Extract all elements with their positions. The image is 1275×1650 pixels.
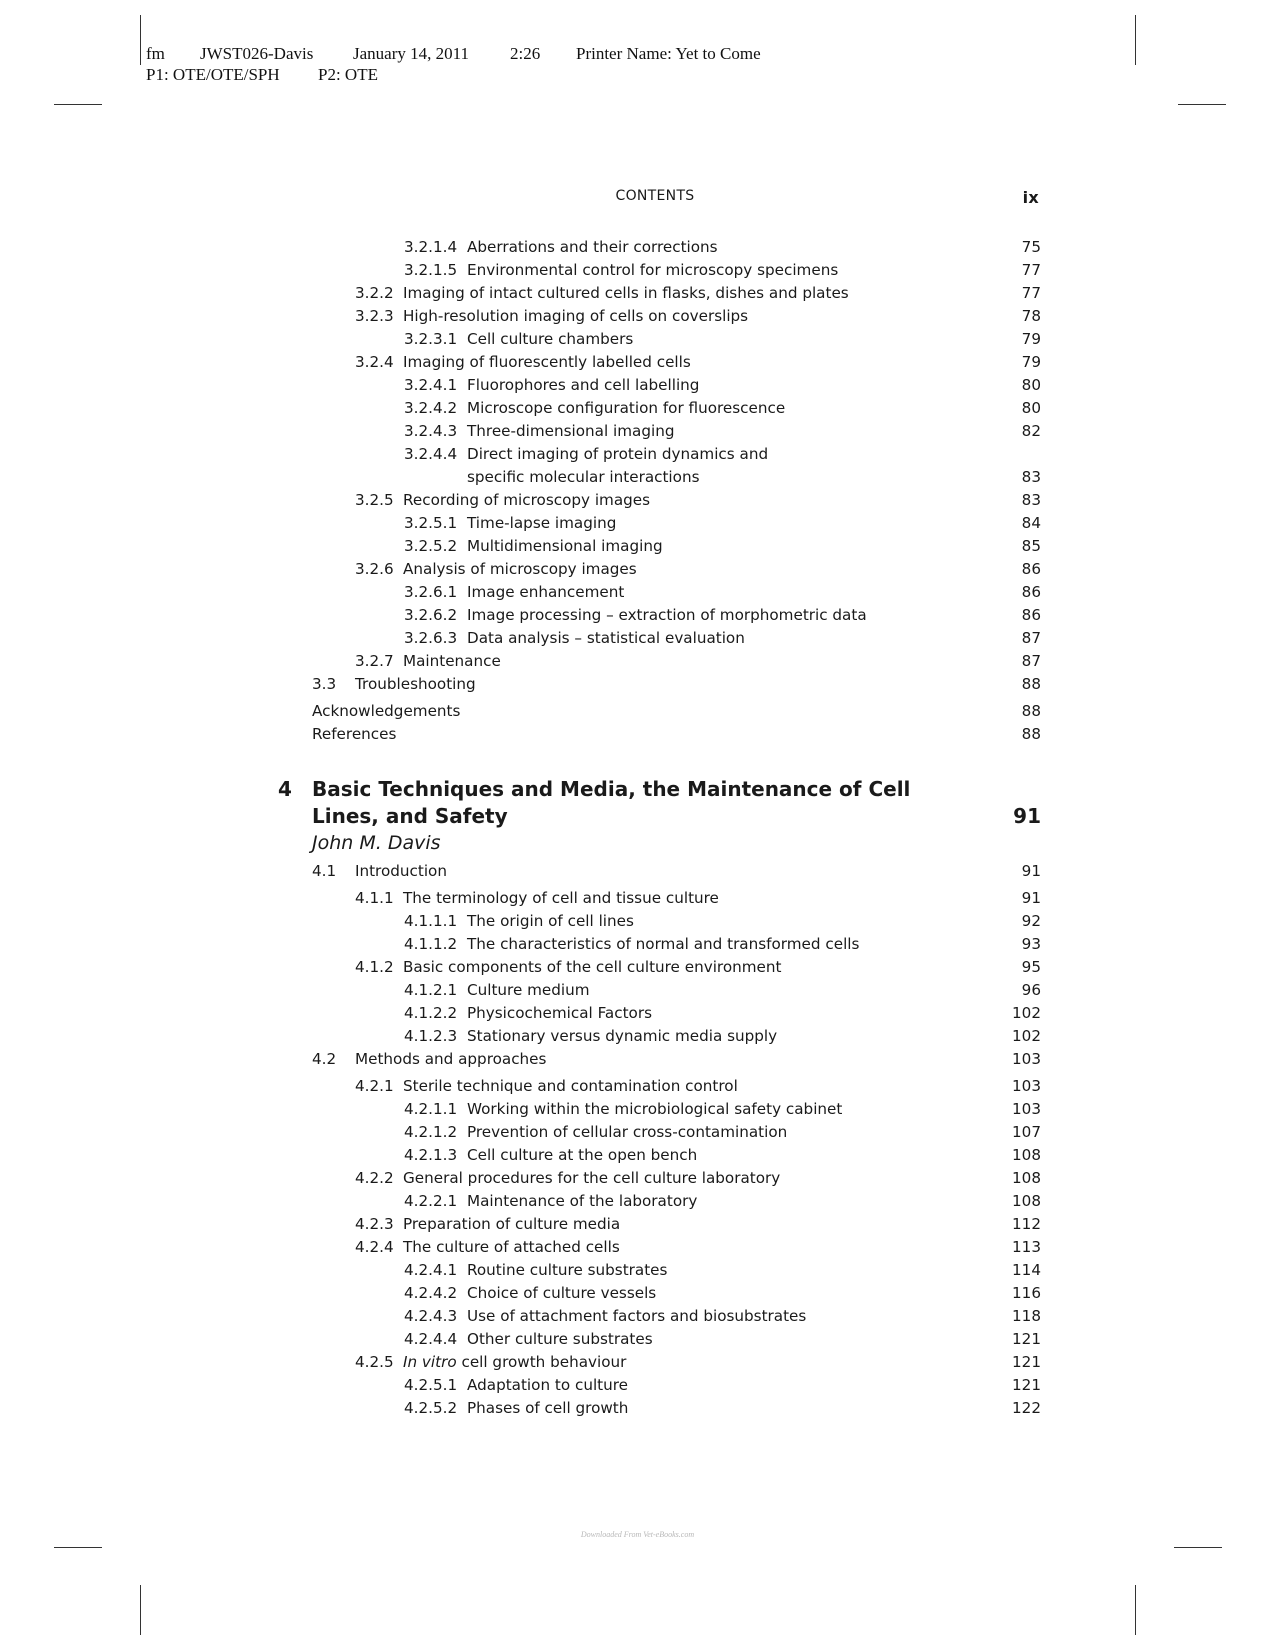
- toc-entry-page: 113: [1012, 1238, 1041, 1256]
- toc-entry-title: Prevention of cellular cross-contamination: [467, 1123, 788, 1141]
- toc-entry: [0, 236, 1275, 259]
- toc-entry-page: 108: [1012, 1169, 1041, 1187]
- toc-entry-title: Phases of cell growth: [467, 1399, 629, 1417]
- crop-mark: [1135, 15, 1136, 65]
- toc-entry-number: 4.1.1.2: [404, 935, 458, 953]
- toc-entry: [0, 1190, 1275, 1213]
- toc-entry-title: Aberrations and their corrections: [467, 238, 718, 256]
- toc-entry-title: The terminology of cell and tissue culture: [403, 889, 719, 907]
- toc-entry-page: 108: [1012, 1192, 1041, 1210]
- toc-entry-number: 4.2.3: [355, 1215, 394, 1233]
- toc-entry-title: Use of attachment factors and biosubstrates: [467, 1307, 807, 1325]
- table-of-contents: [0, 236, 1275, 1420]
- toc-entry-number: 3.2.4.3: [404, 422, 458, 440]
- toc-entry: [0, 558, 1275, 581]
- toc-entry-page: 83: [1021, 468, 1041, 486]
- toc-entry: [0, 1213, 1275, 1236]
- toc-entry-number: 4.2.4.2: [404, 1284, 458, 1302]
- toc-entry-page: 102: [1012, 1027, 1041, 1045]
- toc-entry-title: Culture medium: [467, 981, 590, 999]
- printer-fm: fm: [146, 44, 165, 63]
- toc-section-chapter-3: [0, 236, 1275, 746]
- toc-entry: [0, 860, 1275, 883]
- toc-entry-page: 77: [1021, 261, 1041, 279]
- toc-entry-title: Environmental control for microscopy specimens: [467, 261, 839, 279]
- toc-entry-number: 4.2.5: [355, 1353, 394, 1371]
- toc-entry: [0, 1075, 1275, 1098]
- toc-entry-number: 3.2.1.5: [404, 261, 458, 279]
- toc-entry: [0, 979, 1275, 1002]
- printer-p1: P1: OTE/OTE/SPH: [146, 65, 280, 84]
- toc-entry-page: 118: [1012, 1307, 1041, 1325]
- toc-entry: [0, 604, 1275, 627]
- toc-entry-number: 4.2.1.1: [404, 1100, 458, 1118]
- toc-entry-page: 102: [1012, 1004, 1041, 1022]
- toc-entry-number: 4.2: [312, 1050, 337, 1068]
- toc-entry: [0, 1121, 1275, 1144]
- toc-entry-title: Imaging of intact cultured cells in flasks, dishes and plates: [403, 284, 849, 302]
- toc-entry-page: 103: [1012, 1050, 1041, 1068]
- toc-entry: [0, 259, 1275, 282]
- crop-mark: [140, 1585, 141, 1635]
- toc-entry: [0, 1397, 1275, 1420]
- toc-entry-page: 122: [1012, 1399, 1041, 1417]
- toc-entry-page: 93: [1021, 935, 1041, 953]
- toc-entry: [0, 933, 1275, 956]
- chapter-number: 4: [278, 777, 292, 801]
- toc-section-chapter-4: [0, 860, 1275, 1420]
- toc-entry-number: 3.2.5.2: [404, 537, 458, 555]
- toc-entry: [0, 673, 1275, 696]
- crop-mark: [1178, 104, 1226, 105]
- toc-entry-title: In vitro cell growth behaviour: [403, 1353, 627, 1371]
- toc-entry-title: specific molecular interactions: [467, 468, 700, 486]
- toc-entry-title: Microscope configuration for fluorescence: [467, 399, 786, 417]
- toc-entry-number: 3.2.6.2: [404, 606, 458, 624]
- printer-name: Printer Name: Yet to Come: [576, 44, 761, 63]
- toc-entry-number: 3.2.4.1: [404, 376, 458, 394]
- toc-entry-number: 3.3: [312, 675, 337, 693]
- toc-entry: [0, 397, 1275, 420]
- toc-entry: [0, 305, 1275, 328]
- toc-entry-number: 3.2.4: [355, 353, 394, 371]
- toc-entry-page: 108: [1012, 1146, 1041, 1164]
- toc-entry-number: 4.2.1: [355, 1077, 394, 1095]
- toc-entry: [0, 328, 1275, 351]
- toc-entry-number: 4.2.5.1: [404, 1376, 458, 1394]
- toc-entry-number: 3.2.5.1: [404, 514, 458, 532]
- toc-entry-page: 112: [1012, 1215, 1041, 1233]
- toc-entry: [0, 1236, 1275, 1259]
- toc-entry: [0, 374, 1275, 397]
- toc-entry: [0, 1025, 1275, 1048]
- toc-entry-page: 85: [1021, 537, 1041, 555]
- toc-entry-page: 121: [1012, 1376, 1041, 1394]
- toc-entry: [0, 1351, 1275, 1374]
- toc-entry-page: 80: [1021, 399, 1041, 417]
- toc-entry-title: High-resolution imaging of cells on coverslips: [403, 307, 749, 325]
- toc-entry: [0, 443, 1275, 466]
- chapter-page: 91: [1013, 804, 1041, 828]
- toc-entry: [0, 700, 1275, 723]
- toc-entry-title: Choice of culture vessels: [467, 1284, 657, 1302]
- toc-entry-page: 75: [1021, 238, 1041, 256]
- toc-entry-page: 79: [1021, 330, 1041, 348]
- toc-entry-title: Analysis of microscopy images: [403, 560, 637, 578]
- toc-entry-title: Troubleshooting: [355, 675, 476, 693]
- toc-entry: [0, 723, 1275, 746]
- toc-entry-page: 88: [1021, 702, 1041, 720]
- toc-entry-page: 84: [1021, 514, 1041, 532]
- toc-entry-page: 87: [1021, 652, 1041, 670]
- toc-entry-number: 4.2.4: [355, 1238, 394, 1256]
- toc-entry-title: References: [312, 725, 397, 743]
- toc-entry-number: 3.2.2: [355, 284, 394, 302]
- toc-entry-title: Adaptation to culture: [467, 1376, 628, 1394]
- toc-entry-title: Acknowledgements: [312, 702, 461, 720]
- toc-entry-page: 116: [1012, 1284, 1041, 1302]
- toc-entry-page: 87: [1021, 629, 1041, 647]
- toc-entry: [0, 1282, 1275, 1305]
- toc-entry-title: Preparation of culture media: [403, 1215, 621, 1233]
- toc-entry: [0, 351, 1275, 374]
- toc-entry-page: 91: [1021, 862, 1041, 880]
- toc-entry-page: 114: [1012, 1261, 1041, 1279]
- toc-entry-title: Introduction: [355, 862, 447, 880]
- toc-entry-number: 4.1.1: [355, 889, 394, 907]
- toc-entry-title: Other culture substrates: [467, 1330, 653, 1348]
- toc-entry-title: Direct imaging of protein dynamics and: [467, 445, 769, 463]
- toc-entry: [0, 1374, 1275, 1397]
- toc-entry-title: Sterile technique and contamination control: [403, 1077, 738, 1095]
- toc-entry: [0, 581, 1275, 604]
- page-folio: ix: [1022, 188, 1039, 207]
- toc-entry-number: 4.2.5.2: [404, 1399, 458, 1417]
- toc-entry: [0, 512, 1275, 535]
- toc-entry-number: 4.1: [312, 862, 337, 880]
- toc-entry-title: Imaging of fluorescently labelled cells: [403, 353, 691, 371]
- toc-entry-page: 86: [1021, 560, 1041, 578]
- toc-entry-number: 4.1.2.3: [404, 1027, 458, 1045]
- toc-entry-page: 96: [1021, 981, 1041, 999]
- toc-entry-page: 77: [1021, 284, 1041, 302]
- footer-watermark: Downloaded From Vet-eBooks.com: [580, 1530, 695, 1539]
- toc-entry-title: Stationary versus dynamic media supply: [467, 1027, 778, 1045]
- crop-mark: [1135, 1585, 1136, 1635]
- toc-entry-number: 3.2.3: [355, 307, 394, 325]
- toc-entry-title: Maintenance: [403, 652, 501, 670]
- toc-entry-title: Routine culture substrates: [467, 1261, 668, 1279]
- toc-entry-title: The characteristics of normal and transformed cells: [467, 935, 860, 953]
- toc-entry-page: 79: [1021, 353, 1041, 371]
- toc-entry-page: 121: [1012, 1353, 1041, 1371]
- toc-entry-page: 83: [1021, 491, 1041, 509]
- toc-entry-title: Three-dimensional imaging: [467, 422, 675, 440]
- toc-entry-number: 3.2.5: [355, 491, 394, 509]
- toc-entry-number: 4.2.4.3: [404, 1307, 458, 1325]
- toc-entry-number: 4.2.4.4: [404, 1330, 458, 1348]
- toc-entry: [0, 1098, 1275, 1121]
- toc-entry-page: 121: [1012, 1330, 1041, 1348]
- toc-entry-number: 3.2.4.2: [404, 399, 458, 417]
- crop-mark: [140, 15, 141, 65]
- toc-entry-title: Maintenance of the laboratory: [467, 1192, 698, 1210]
- toc-entry: [0, 650, 1275, 673]
- toc-entry: [0, 1259, 1275, 1282]
- toc-entry-number: 3.2.6.3: [404, 629, 458, 647]
- toc-entry-page: 107: [1012, 1123, 1041, 1141]
- toc-entry-number: 3.2.7: [355, 652, 394, 670]
- toc-entry: [0, 489, 1275, 512]
- toc-entry: [0, 627, 1275, 650]
- printer-date: January 14, 2011: [353, 44, 469, 63]
- toc-entry: [0, 956, 1275, 979]
- toc-entry-number: 3.2.6.1: [404, 583, 458, 601]
- toc-entry: [0, 1167, 1275, 1190]
- toc-entry: [0, 887, 1275, 910]
- toc-entry-title: Time-lapse imaging: [467, 514, 617, 532]
- toc-entry: [0, 910, 1275, 933]
- toc-entry-number: 4.2.1.2: [404, 1123, 458, 1141]
- toc-entry: [0, 420, 1275, 443]
- toc-entry-title: Image processing – extraction of morphometric data: [467, 606, 867, 624]
- toc-entry: [0, 466, 1275, 489]
- toc-entry-number: 3.2.4.4: [404, 445, 458, 463]
- toc-entry-title: Recording of microscopy images: [403, 491, 651, 509]
- toc-entry: [0, 1144, 1275, 1167]
- toc-entry: [0, 1305, 1275, 1328]
- toc-entry-title: Fluorophores and cell labelling: [467, 376, 700, 394]
- toc-entry-title: Cell culture chambers: [467, 330, 634, 348]
- chapter-heading: [0, 776, 1275, 860]
- crop-mark: [1174, 1547, 1222, 1548]
- toc-entry-page: 80: [1021, 376, 1041, 394]
- toc-entry-title: Basic components of the cell culture environment: [403, 958, 782, 976]
- toc-entry-page: 103: [1012, 1077, 1041, 1095]
- toc-entry-page: 88: [1021, 675, 1041, 693]
- toc-entry-title: The culture of attached cells: [403, 1238, 620, 1256]
- toc-entry-number: 4.1.1.1: [404, 912, 458, 930]
- toc-entry-number: 3.2.1.4: [404, 238, 458, 256]
- chapter-title: Basic Techniques and Media, the Maintenance of Cell Lines, and Safety: [312, 777, 911, 828]
- toc-entry-number: 4.1.2: [355, 958, 394, 976]
- toc-entry-number: 4.1.2.2: [404, 1004, 458, 1022]
- printer-p2: P2: OTE: [318, 65, 378, 84]
- toc-entry-title: Methods and approaches: [355, 1050, 547, 1068]
- toc-entry-number: 3.2.6: [355, 560, 394, 578]
- toc-entry-page: 103: [1012, 1100, 1041, 1118]
- toc-entry: [0, 1328, 1275, 1351]
- toc-entry-number: 4.2.4.1: [404, 1261, 458, 1279]
- toc-entry-number: 4.2.2: [355, 1169, 394, 1187]
- toc-entry: [0, 1048, 1275, 1071]
- toc-entry-title: Multidimensional imaging: [467, 537, 663, 555]
- toc-entry: [0, 1002, 1275, 1025]
- toc-entry-page: 86: [1021, 606, 1041, 624]
- toc-entry-number: 4.2.1.3: [404, 1146, 458, 1164]
- toc-entry-title: The origin of cell lines: [467, 912, 634, 930]
- toc-entry: [0, 282, 1275, 305]
- toc-entry-page: 78: [1021, 307, 1041, 325]
- toc-entry: [0, 535, 1275, 558]
- toc-entry-number: 4.2.2.1: [404, 1192, 458, 1210]
- toc-entry-title: Image enhancement: [467, 583, 625, 601]
- chapter-author: John M. Davis: [312, 832, 441, 854]
- toc-entry-number: 3.2.3.1: [404, 330, 458, 348]
- toc-entry-page: 92: [1021, 912, 1041, 930]
- toc-entry-title: Data analysis – statistical evaluation: [467, 629, 745, 647]
- toc-entry-page: 82: [1021, 422, 1041, 440]
- printer-job: JWST026-Davis: [200, 44, 314, 63]
- toc-entry-page: 95: [1021, 958, 1041, 976]
- toc-entry-title: General procedures for the cell culture laboratory: [403, 1169, 781, 1187]
- toc-entry-page: 91: [1021, 889, 1041, 907]
- toc-entry-number: 4.1.2.1: [404, 981, 458, 999]
- toc-entry-page: 86: [1021, 583, 1041, 601]
- toc-entry-page: 88: [1021, 725, 1041, 743]
- running-head-title: CONTENTS: [615, 188, 695, 204]
- toc-entry-title: Physicochemical Factors: [467, 1004, 652, 1022]
- crop-mark: [54, 104, 102, 105]
- printer-time: 2:26: [510, 44, 541, 63]
- toc-entry-title: Cell culture at the open bench: [467, 1146, 698, 1164]
- crop-mark: [54, 1547, 102, 1548]
- toc-entry-title: Working within the microbiological safety cabinet: [467, 1100, 843, 1118]
